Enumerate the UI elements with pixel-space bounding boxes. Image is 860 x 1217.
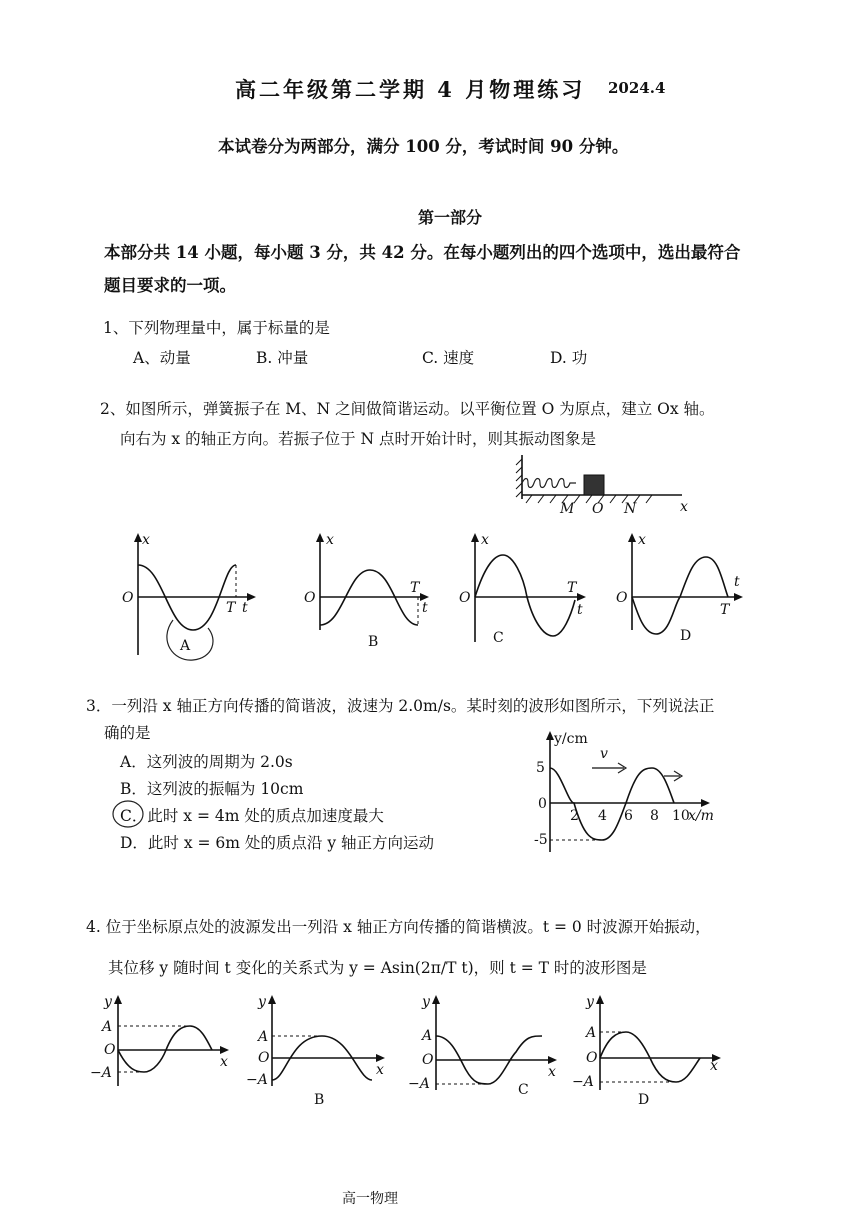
q3-option-a: A．这列波的周期为 2.0s bbox=[120, 753, 293, 771]
svg-text:y: y bbox=[104, 994, 112, 1010]
page-title: 高二年级第二学期 4 月物理练习 bbox=[235, 77, 586, 102]
svg-text:x: x bbox=[326, 532, 334, 548]
q3-waveform-graph bbox=[528, 728, 718, 858]
svg-text:−A: −A bbox=[246, 1072, 268, 1088]
svg-text:A: A bbox=[258, 1029, 269, 1045]
svg-text:2: 2 bbox=[570, 808, 579, 824]
svg-text:O: O bbox=[586, 1050, 598, 1066]
svg-text:y: y bbox=[586, 994, 594, 1010]
svg-text:A: A bbox=[102, 1019, 113, 1035]
svg-text:4: 4 bbox=[598, 808, 607, 824]
q3-option-b: B．这列波的振幅为 10cm bbox=[120, 780, 304, 798]
svg-text:x: x bbox=[481, 532, 489, 548]
point-n-label: N bbox=[624, 501, 637, 517]
svg-text:10: 10 bbox=[672, 808, 690, 824]
q2-graph-c bbox=[455, 530, 595, 650]
svg-text:O: O bbox=[304, 590, 316, 606]
question-4-line2: 其位移 y 随时间 t 变化的关系式为 y = Asin(2π/T t)，则 t = T 时的波形图是 bbox=[108, 959, 647, 977]
svg-text:T: T bbox=[226, 600, 236, 616]
svg-text:x: x bbox=[220, 1054, 228, 1070]
q4-graph-a bbox=[86, 990, 246, 1090]
svg-text:t: t bbox=[242, 600, 248, 616]
svg-text:x: x bbox=[376, 1062, 384, 1078]
point-m-label: M bbox=[560, 501, 575, 517]
svg-text:-5: -5 bbox=[534, 832, 548, 848]
q4-graph-d-label: D bbox=[638, 1092, 650, 1108]
page-footer: 高一物理 bbox=[342, 1191, 398, 1207]
x-axis-label: x bbox=[680, 499, 688, 515]
q1-option-a: A、动量 bbox=[133, 349, 191, 367]
svg-text:y: y bbox=[422, 994, 430, 1010]
svg-text:y: y bbox=[258, 994, 266, 1010]
q4-graph-b bbox=[246, 990, 396, 1110]
svg-text:5: 5 bbox=[536, 760, 545, 776]
svg-text:x/m: x/m bbox=[688, 808, 714, 824]
question-3-line2: 确的是 bbox=[104, 724, 151, 742]
q3-option-d: D．此时 x = 6m 处的质点沿 y 轴正方向运动 bbox=[120, 834, 435, 852]
svg-text:x: x bbox=[548, 1064, 556, 1080]
q2-graph-a-label: A bbox=[180, 638, 191, 654]
q1-option-b: B. 冲量 bbox=[256, 349, 309, 367]
svg-text:x: x bbox=[638, 532, 646, 548]
question-2-line2: 向右为 x 的轴正方向。若振子位于 N 点时开始计时，则其振动图象是 bbox=[120, 430, 597, 448]
svg-text:T: T bbox=[567, 580, 577, 596]
svg-text:T: T bbox=[410, 580, 420, 596]
svg-text:O: O bbox=[122, 590, 134, 606]
q4-graph-c bbox=[408, 990, 568, 1110]
q4-graph-b-label: B bbox=[314, 1092, 325, 1108]
q2-graph-b bbox=[298, 530, 438, 650]
answer-circle-mark bbox=[108, 797, 148, 831]
svg-text:6: 6 bbox=[624, 808, 633, 824]
svg-text:x: x bbox=[710, 1058, 718, 1074]
svg-text:y/cm: y/cm bbox=[554, 731, 588, 747]
exam-subtitle: 本试卷分为两部分，满分 100 分，考试时间 90 分钟。 bbox=[218, 137, 629, 156]
svg-text:O: O bbox=[104, 1042, 116, 1058]
svg-text:t: t bbox=[734, 574, 740, 590]
q4-graph-d bbox=[572, 990, 732, 1110]
part-heading: 第一部分 bbox=[418, 208, 483, 227]
q1-option-d: D. 功 bbox=[550, 349, 588, 367]
svg-text:−A: −A bbox=[408, 1076, 430, 1092]
question-3-line1: 3．一列沿 x 轴正方向传播的简谐波，波速为 2.0m/s。某时刻的波形如图所示，下列说法正 bbox=[86, 697, 715, 715]
svg-text:O: O bbox=[258, 1050, 270, 1066]
svg-text:O: O bbox=[616, 590, 628, 606]
question-1-stem: 1、下列物理量中，属于标量的是 bbox=[103, 319, 330, 337]
svg-text:8: 8 bbox=[650, 808, 659, 824]
exam-date: 2024.4 bbox=[608, 79, 666, 97]
q2-graph-b-label: B bbox=[368, 634, 379, 650]
q2-graph-d bbox=[612, 530, 752, 650]
svg-text:v: v bbox=[600, 746, 608, 762]
svg-text:0: 0 bbox=[538, 796, 547, 812]
svg-text:t: t bbox=[422, 600, 428, 616]
spring-oscillator-diagram bbox=[512, 453, 692, 523]
svg-text:−A: −A bbox=[90, 1065, 112, 1081]
question-4-line1: 4. 位于坐标原点处的波源发出一列沿 x 轴正方向传播的简谐横波。t = 0 时波源开始振动， bbox=[86, 918, 711, 936]
svg-text:A: A bbox=[422, 1028, 433, 1044]
q2-graph-d-label: D bbox=[680, 628, 692, 644]
svg-text:t: t bbox=[577, 602, 583, 618]
point-o-label: O bbox=[592, 501, 604, 517]
q2-graph-c-label: C bbox=[493, 630, 504, 646]
q2-graph-a bbox=[118, 530, 258, 665]
q3-option-c: C．此时 x = 4m 处的质点加速度最大 bbox=[120, 807, 384, 825]
q4-graph-c-label: C bbox=[518, 1082, 529, 1098]
question-2-line1: 2、如图所示，弹簧振子在 M、N 之间做简谐运动。以平衡位置 O 为原点，建立 Ox 轴。 bbox=[100, 400, 715, 418]
part-instructions: 本部分共 14 小题，每小题 3 分，共 42 分。在每小题列出的四个选项中，选出最符合题目要求的一项。 bbox=[104, 243, 741, 295]
svg-text:O: O bbox=[459, 590, 471, 606]
svg-text:x: x bbox=[142, 532, 150, 548]
svg-text:−A: −A bbox=[572, 1074, 594, 1090]
q1-option-c: C. 速度 bbox=[422, 349, 475, 367]
svg-text:A: A bbox=[586, 1025, 597, 1041]
svg-text:O: O bbox=[422, 1052, 434, 1068]
svg-text:T: T bbox=[720, 602, 730, 618]
